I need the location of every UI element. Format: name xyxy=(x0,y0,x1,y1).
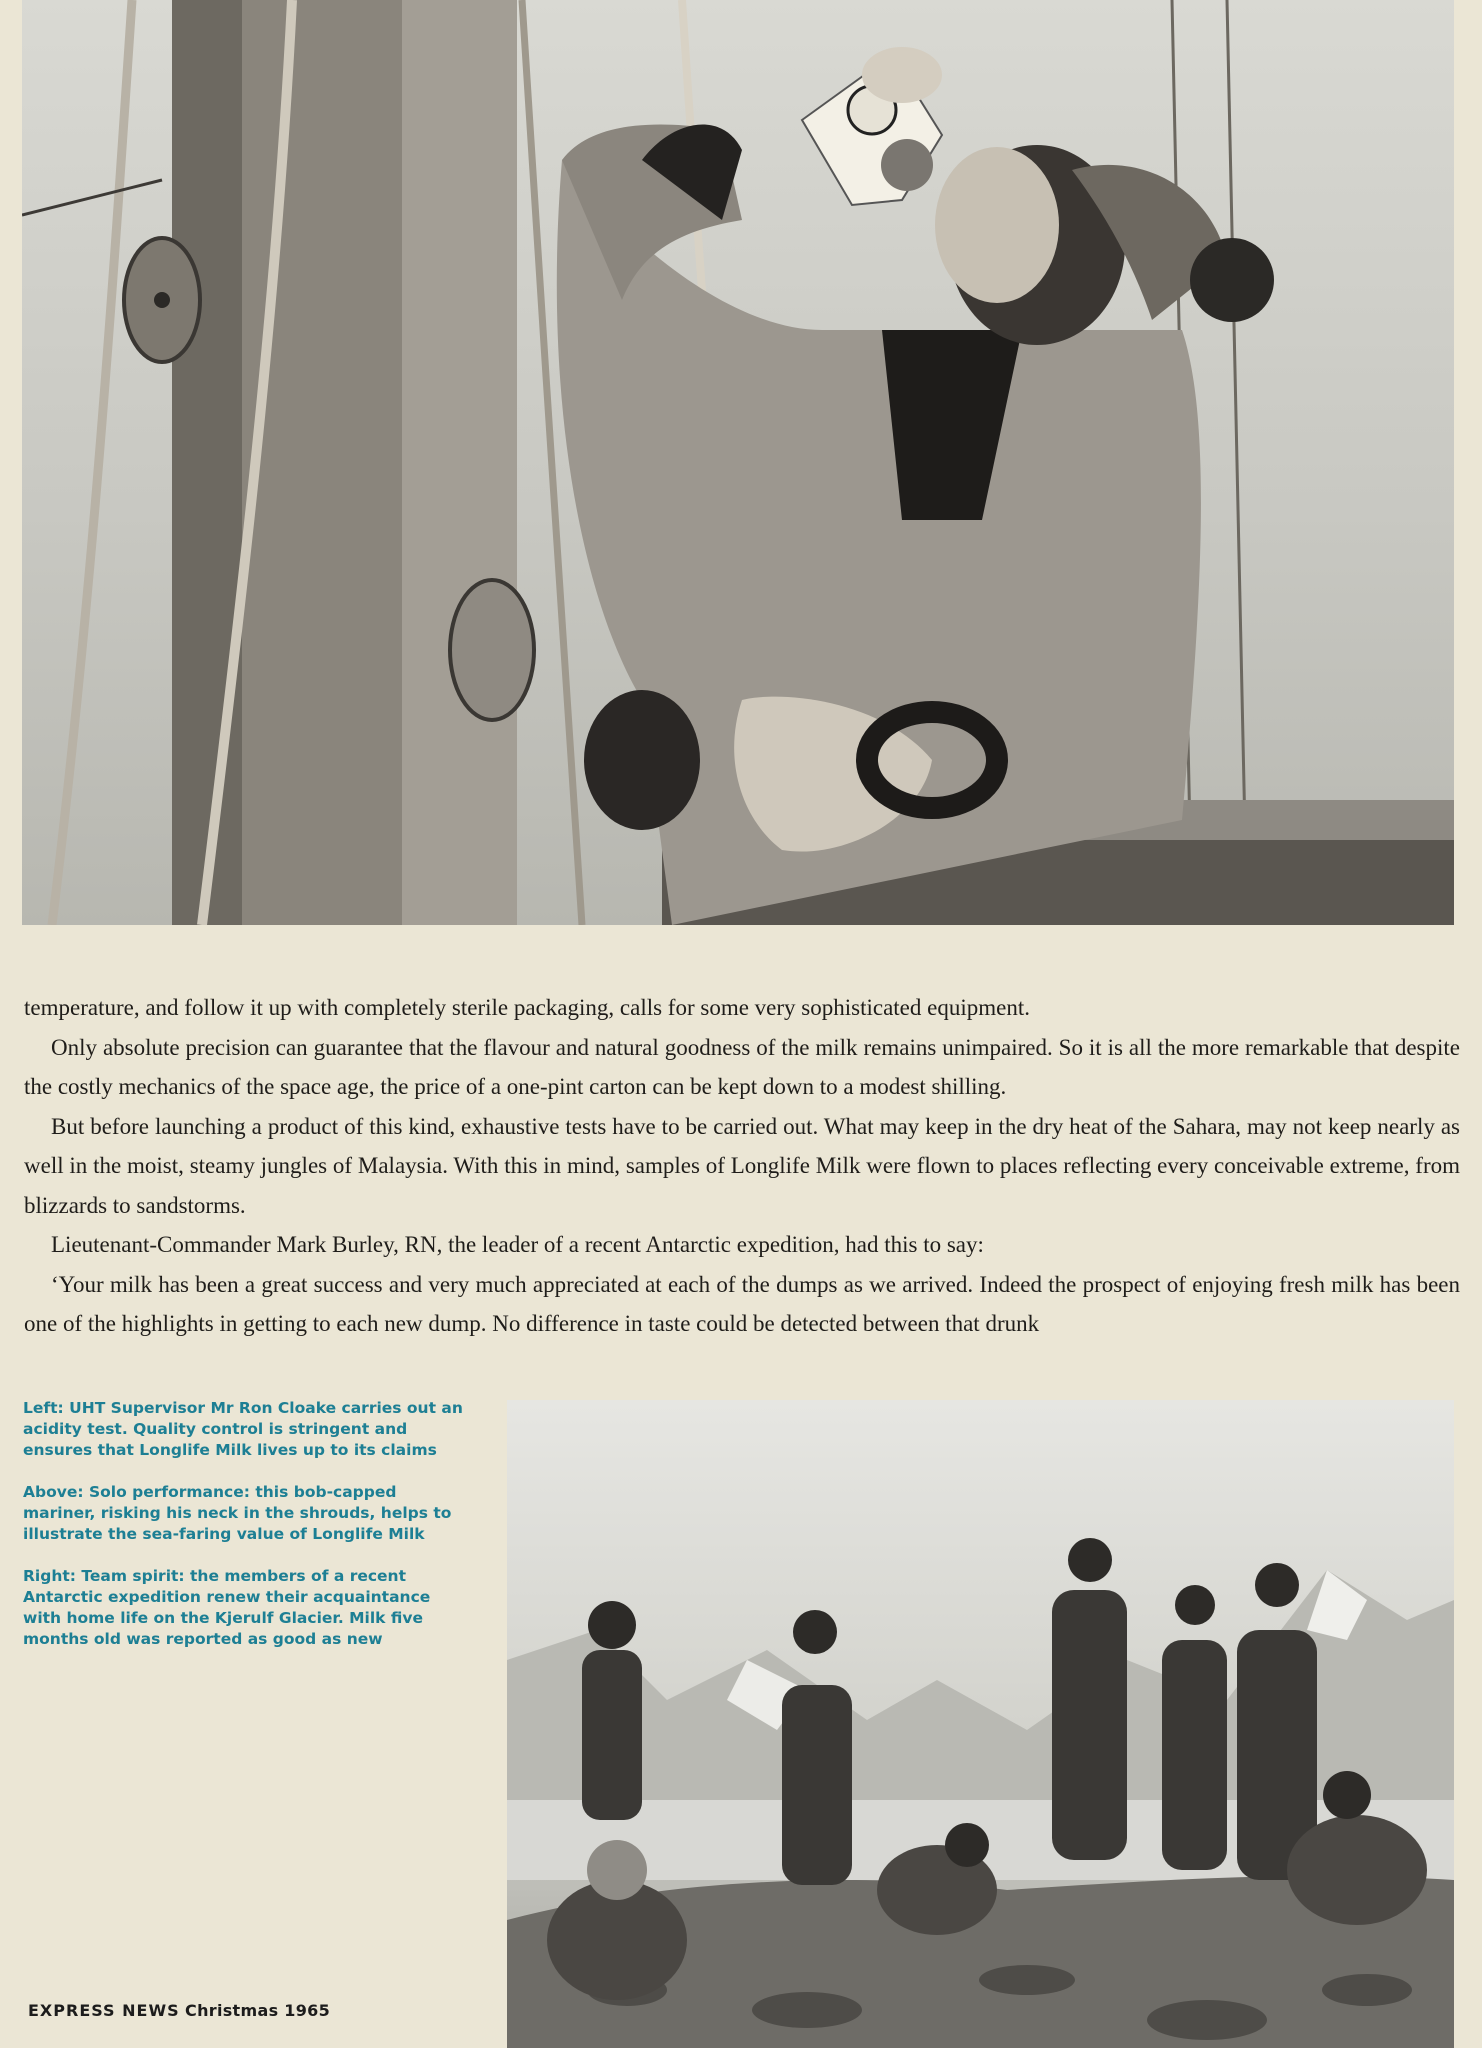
article-paragraph: Lieutenant-Commander Mark Burley, RN, the leader of a recent Antarctic expedition, had this to say: xyxy=(51,1232,984,1257)
photo-captions xyxy=(23,1398,473,1671)
publication-name: EXPRESS NEWS xyxy=(28,2001,180,2020)
caption-right: Right: Team spirit: the members of a recent Antarctic expedition renew their acquaintance with home life on the Kjerulf Glacier. Milk five months old was reported as good as new xyxy=(23,1567,431,1648)
sailor-drinking-milk-photo xyxy=(22,0,1454,925)
antarctic-photo-illustration xyxy=(507,1400,1454,2048)
antarctic-team-photo xyxy=(507,1400,1454,2048)
article-body xyxy=(24,988,1460,1344)
page-footer xyxy=(28,2001,330,2020)
caption-above: Above: Solo performance: this bob-capped mariner, risking his neck in the shrouds, helps to illustrate the sea-faring value of Longlife Milk xyxy=(23,1483,452,1543)
article-paragraph: temperature, and follow it up with completely sterile packaging, calls for some very sophisticated equipment. xyxy=(24,995,1030,1020)
issue-date: Christmas 1965 xyxy=(185,2001,331,2020)
caption-left: Left: UHT Supervisor Mr Ron Cloake carries out an acidity test. Quality control is stringent and ensures that Longlife Milk lives up to its claims xyxy=(23,1399,463,1459)
article-paragraph: ‘Your milk has been a great success and very much appreciated at each of the dumps as we arrived. Indeed the prospect of enjoying fresh milk has been one of the highlights in getting to each new dump. No difference in taste could be detected between that drunk xyxy=(24,1271,1460,1336)
sailor-photo-illustration xyxy=(22,0,1454,925)
article-paragraph: Only absolute precision can guarantee that the flavour and natural goodness of the milk remains unimpaired. So it is all the more remarkable that despite the costly mechanics of the space age, the price of a one-pint carton can be kept down to a modest shilling. xyxy=(24,1034,1460,1099)
article-paragraph: But before launching a product of this kind, exhaustive tests have to be carried out. What may keep in the dry heat of the Sahara, may not keep nearly as well in the moist, steamy jungles of Malaysia. With this in mind, samples of Longlife Milk were flown to places reflecting every conceivable extreme, from blizzards to sandstorms. xyxy=(24,1113,1460,1218)
